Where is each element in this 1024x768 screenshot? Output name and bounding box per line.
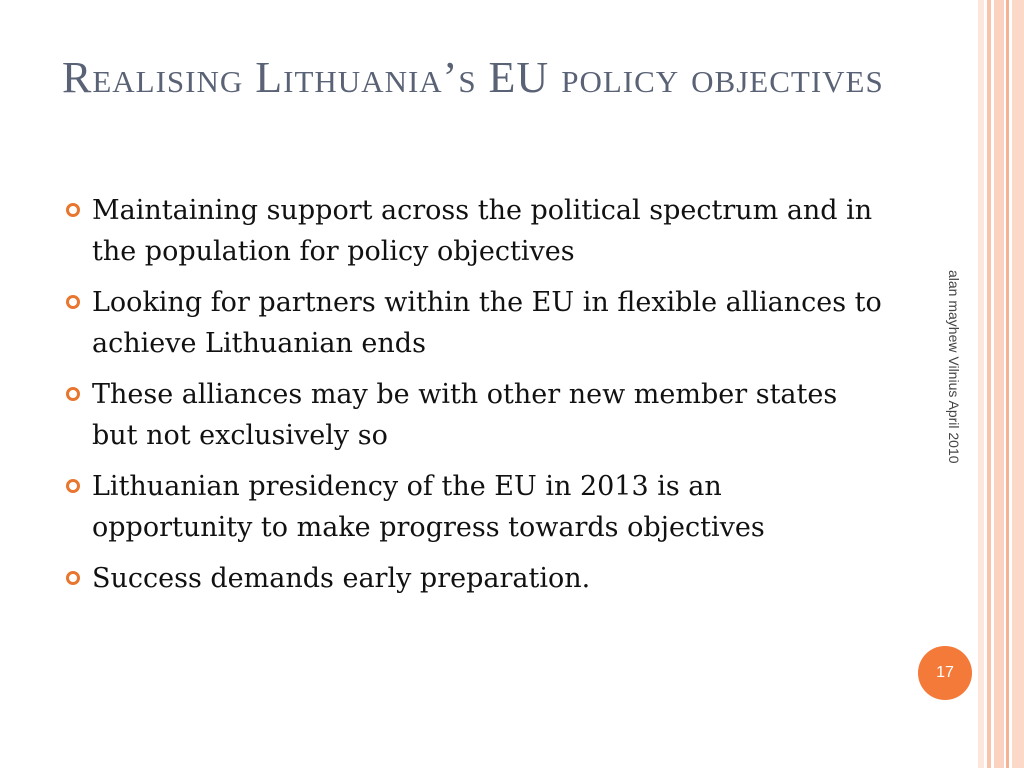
decorative-stripes [978,0,1024,768]
bullet-item [62,374,882,456]
bullet-text: These alliances may be with other new member states but not exclusively so [92,379,838,451]
bullet-list [62,190,882,609]
bullet-text: Success demands early preparation. [92,563,591,594]
bullet-item [62,466,882,548]
bullet-item [62,558,882,599]
circle-bullet-icon [66,479,80,493]
circle-bullet-icon [66,571,80,585]
bullet-item [62,190,882,272]
bullet-item [62,282,882,364]
circle-bullet-icon [66,295,80,309]
slide-title: Realising Lithuania’s EU policy objectives [62,53,884,102]
footer-vertical-note: alan mayhew Vilnius April 2010 [946,270,962,464]
page-number-badge: 17 [918,646,972,700]
bullet-text: Maintaining support across the political spectrum and in the population for policy objectives [92,195,873,267]
bullet-text: Lithuanian presidency of the EU in 2013 is an opportunity to make progress towards objectives [92,471,765,543]
circle-bullet-icon [66,387,80,401]
circle-bullet-icon [66,203,80,217]
bullet-text: Looking for partners within the EU in flexible alliances to achieve Lithuanian ends [92,287,882,359]
